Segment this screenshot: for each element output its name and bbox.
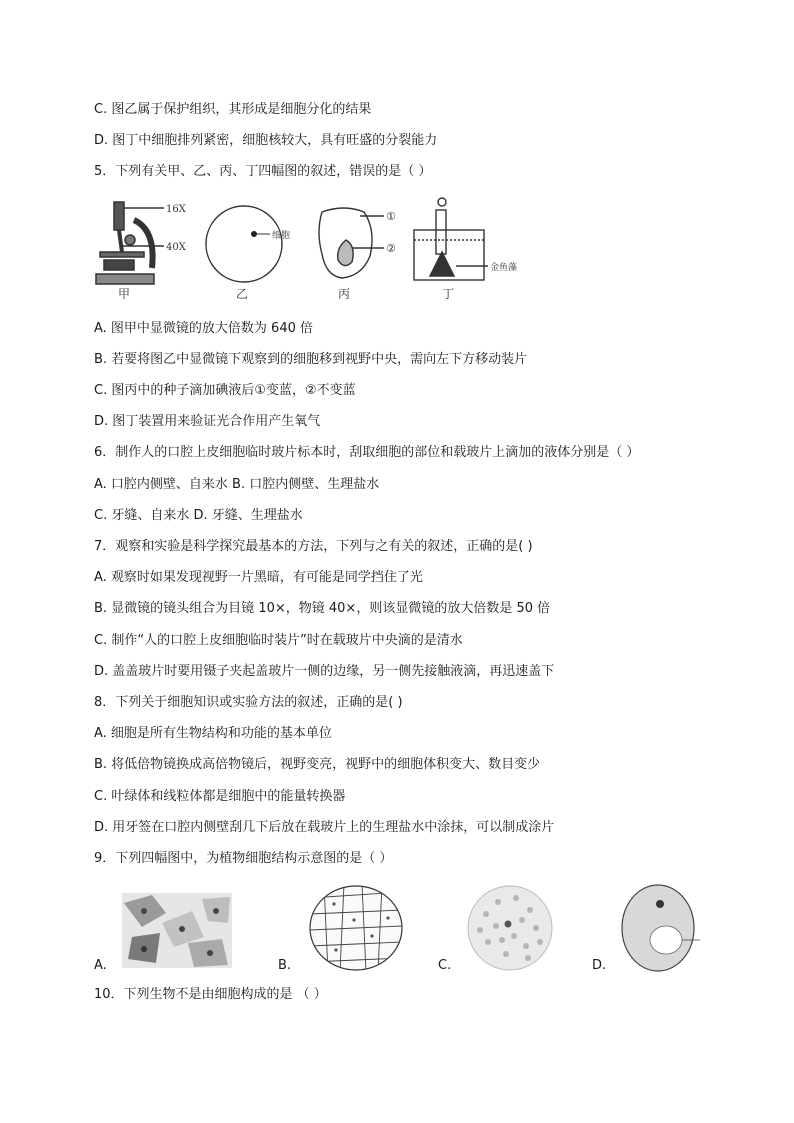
option-c-q4: C. 图乙属于保护组织，其形成是细胞分化的结果: [94, 102, 372, 117]
options-ab-q6: A. 口腔内侧壁、自来水 B. 口腔内侧壁、生理盐水: [94, 477, 380, 492]
question-10: 10．下列生物不是由细胞构成的是 （ ）: [94, 987, 327, 1002]
microscope-label-16x: 16X: [166, 204, 186, 215]
option-a-q7: A. 观察时如果发现视野一片黑暗，有可能是同学挡住了光: [94, 570, 423, 585]
question-7: 7．观察和实验是科学探究最基本的方法，下列与之有关的叙述，正确的是( ): [94, 539, 533, 554]
question-5: 5．下列有关甲、乙、丙、丁四幅图的叙述，错误的是（ ）: [94, 164, 432, 179]
q9-option-b-label: B.: [278, 958, 292, 973]
q9-option-a-label: A.: [94, 958, 107, 973]
options-cd-q6: C. 牙缝、自来水 D. 牙缝、生理盐水: [94, 508, 303, 523]
question-9: 9．下列四幅图中，为植物细胞结构示意图的是（ ）: [94, 851, 393, 866]
option-d-q8: D. 用牙签在口腔内侧壁刮几下后放在载玻片上的生理盐水中涂抹，可以制成涂片: [94, 820, 555, 835]
option-a-q8: A. 细胞是所有生物结构和功能的基本单位: [94, 726, 332, 741]
option-d-q7: D. 盖盖玻片时要用镊子夹起盖玻片一侧的边缘，另一侧先接触液滴，再迅速盖下: [94, 664, 555, 679]
option-c-q7: C. 制作“人的口腔上皮细胞临时装片”时在载玻片中央滴的是清水: [94, 633, 463, 648]
option-c-q8: C. 叶绿体和线粒体都是细胞中的能量转换器: [94, 789, 346, 804]
option-b-q8: B. 将低倍物镜换成高倍物镜后，视野变亮，视野中的细胞体积变大、数目变少: [94, 757, 541, 772]
option-b-q7: B. 显微镜的镜头组合为目镜 10×，物镜 40×，则该显微镜的放大倍数是 50 倍: [94, 601, 551, 616]
apparatus-figure: [414, 198, 488, 280]
cell-view-figure: [206, 206, 282, 282]
microscope-figure: [96, 202, 164, 284]
question-6: 6．制作人的口腔上皮细胞临时玻片标本时，刮取细胞的部位和载玻片上滴加的液体分别是（ ）: [94, 445, 640, 460]
plant-label: 金鱼藻: [490, 263, 518, 273]
option-d-q5: D. 图丁装置用来验证光合作用产生氧气: [94, 414, 321, 429]
option-b-q5: B. 若要将图乙中显微镜下观察到的细胞移到视野中央，需向左下方移动装片: [94, 352, 528, 367]
q9-image-a-epithelial-cells: [122, 893, 232, 968]
q9-image-d-animal-cell: [620, 882, 702, 974]
caption-ding: 丁: [442, 287, 455, 301]
q9-option-d-label: D.: [592, 958, 607, 973]
q9-option-c-label: C.: [438, 958, 452, 973]
question-8: 8．下列关于细胞知识或实验方法的叙述，正确的是( ): [94, 695, 403, 710]
microscope-label-40x: 40X: [166, 242, 186, 253]
caption-bing: 丙: [338, 287, 351, 301]
caption-jia: 甲: [118, 287, 131, 301]
figure-5: [94, 190, 564, 302]
q9-image-b-plant-cells: [306, 884, 406, 972]
seed-label-2: ②: [386, 242, 396, 255]
cell-label: 细胞: [272, 231, 291, 241]
q9-image-c-blood-cells: [466, 884, 554, 972]
seed-figure: [319, 208, 384, 278]
option-a-q5: A. 图甲中显微镜的放大倍数为 640 倍: [94, 321, 314, 336]
seed-label-1: ①: [386, 210, 396, 223]
option-c-q5: C. 图丙中的种子滴加碘液后①变蓝，②不变蓝: [94, 383, 356, 398]
caption-yi: 乙: [236, 287, 249, 301]
option-d-q4: D. 图丁中细胞排列紧密，细胞核较大，具有旺盛的分裂能力: [94, 133, 438, 148]
